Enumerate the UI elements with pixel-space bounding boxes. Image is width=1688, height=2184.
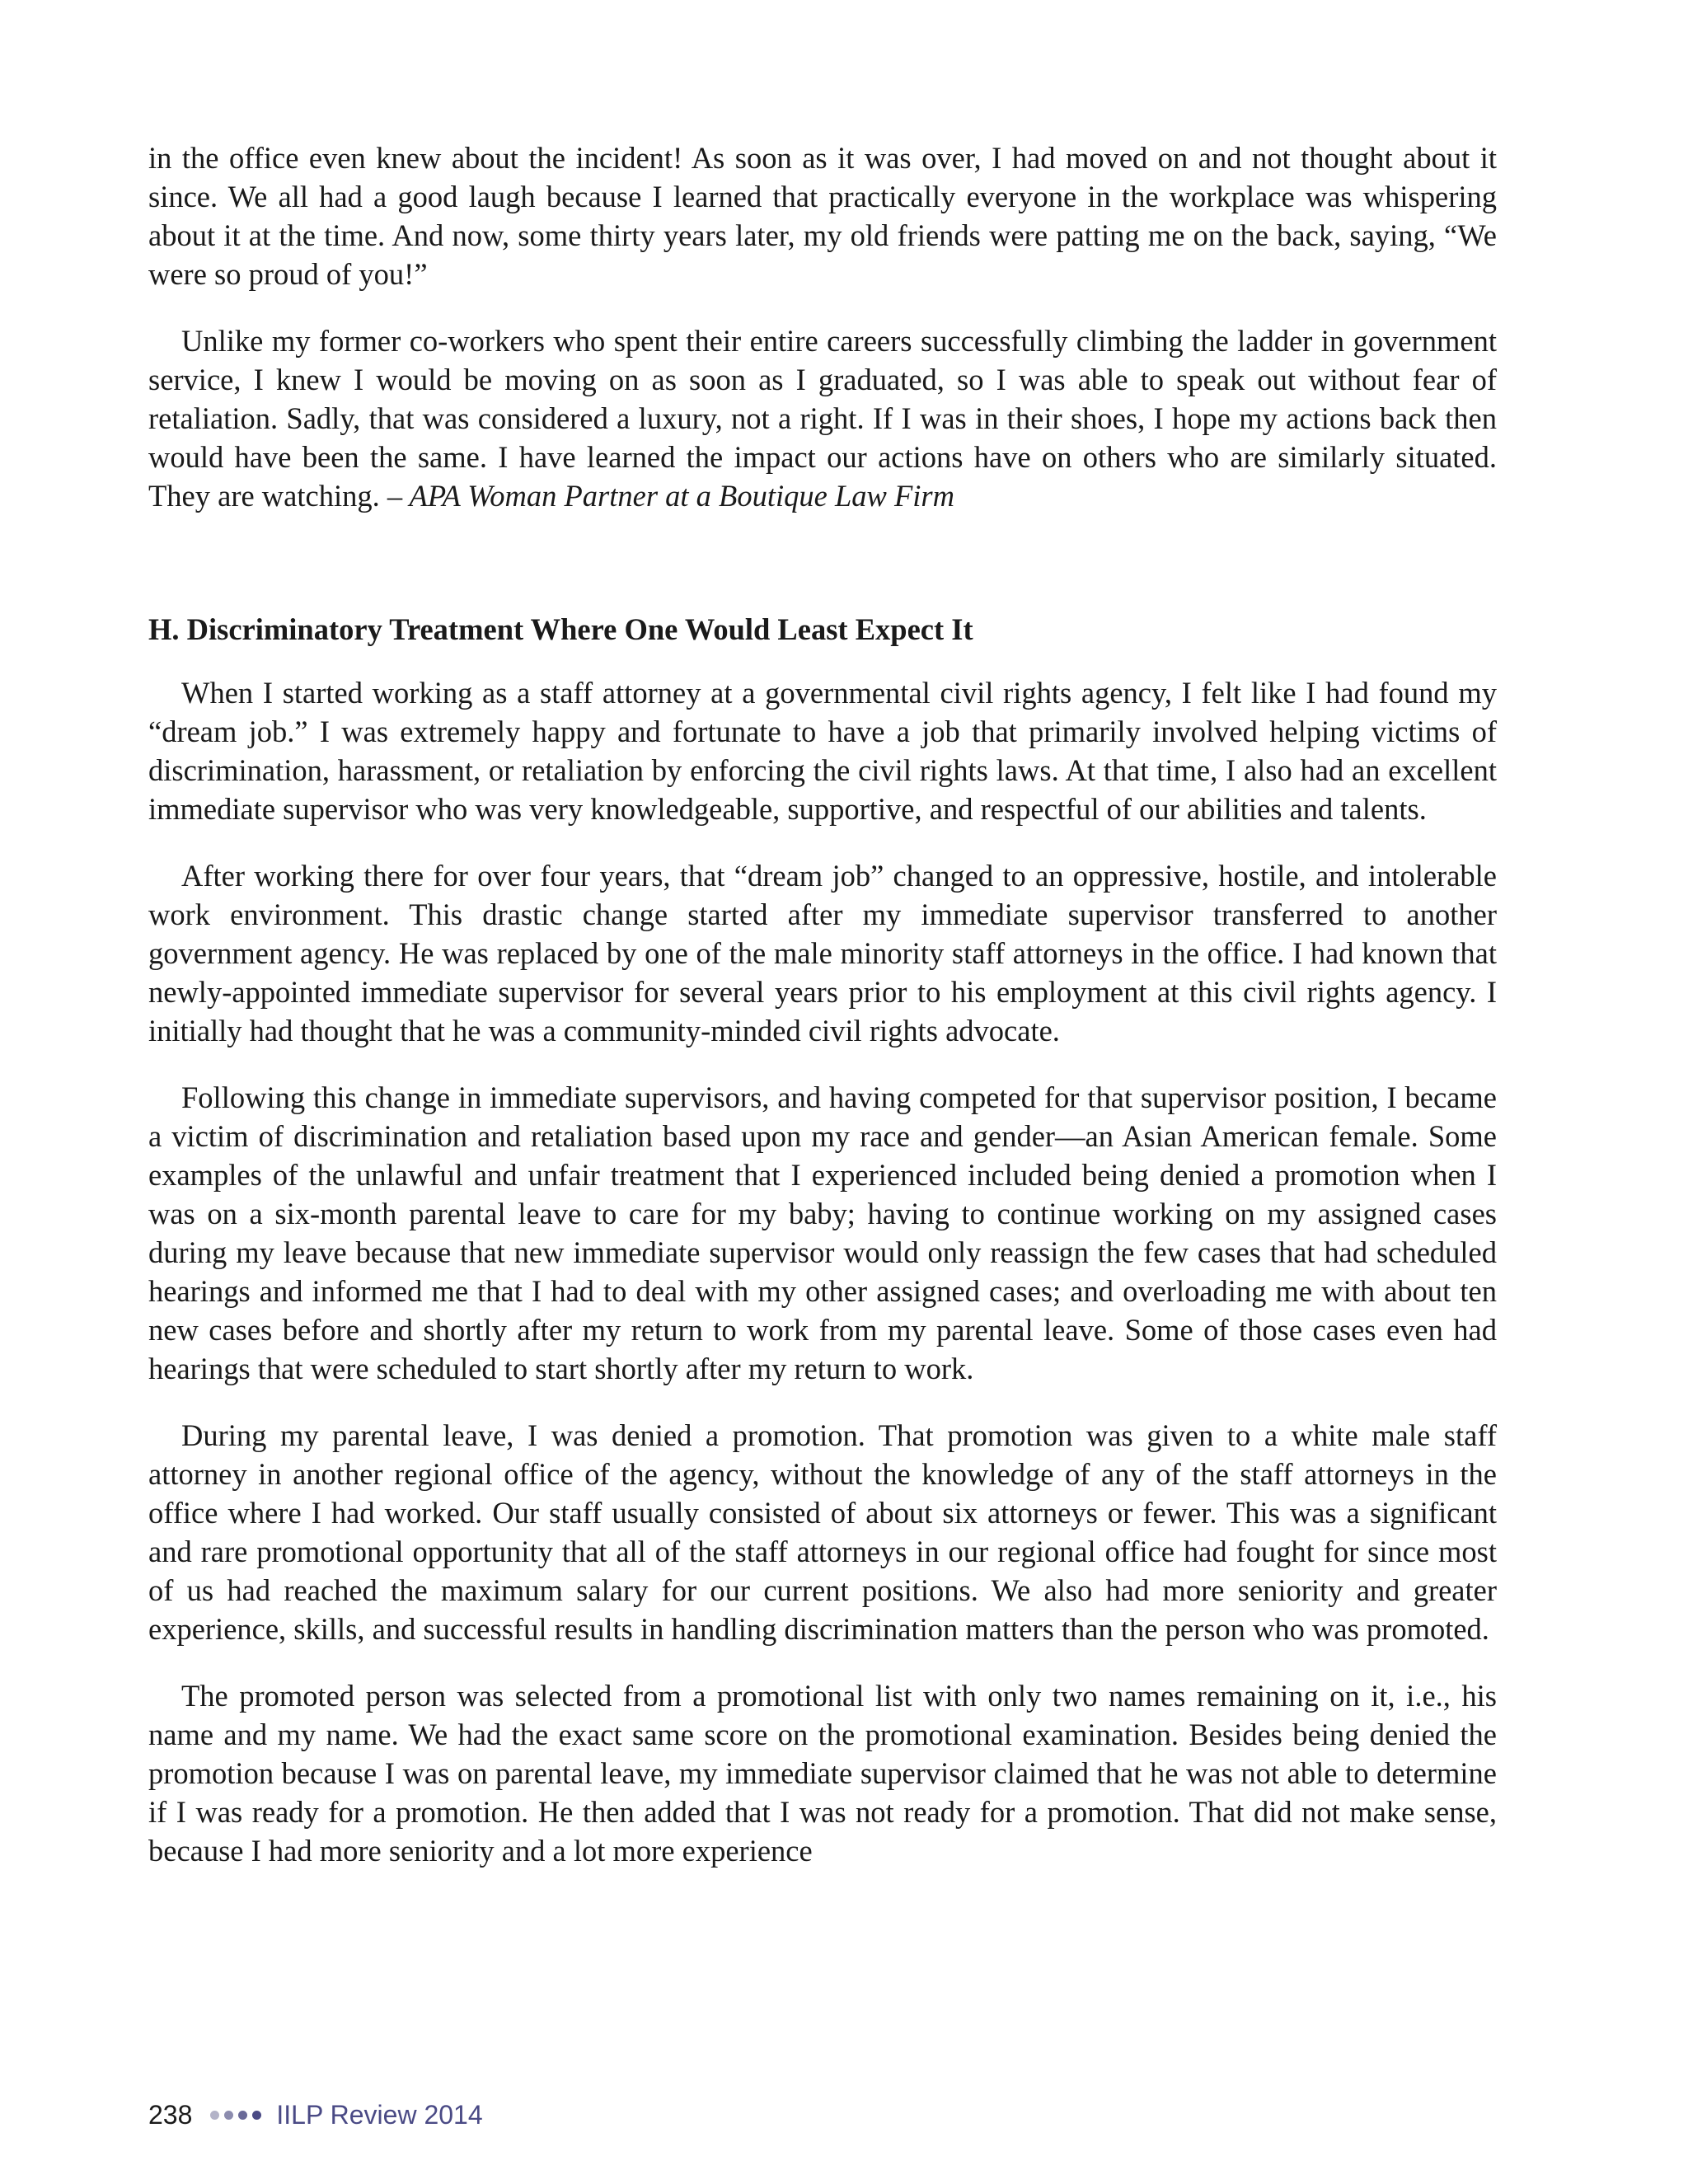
section-paragraph-1: When I started working as a staff attorney at a governmental civil rights agency, I felt like I had found my “dream job.” I was extremely happy and fortunate to have a job that primarily involved helping victims of discrimination, harassment, or retaliation by enforcing the civil rights laws. At that time, I also had an excellent immediate supervisor who was very knowledgeable, supportive, and respectful of our abilities and talents. bbox=[148, 676, 1497, 826]
page-footer bbox=[148, 2098, 483, 2131]
footer-dot bbox=[238, 2111, 247, 2120]
footer-dot bbox=[210, 2111, 219, 2120]
continued-paragraph: in the office even knew about the incident! As soon as it was over, I had moved on and not thought about it since. We all had a good laugh because I learned that practically everyone in the workplace was whispering about it at the time. And now, some thirty years later, my old friends were patting me on the back, saying, “We were so proud of you!” bbox=[148, 141, 1497, 291]
publication-title: IILP Review 2014 bbox=[276, 2099, 483, 2130]
section-paragraph-3: Following this change in immediate supervisors, and having competed for that supervisor position, I became a victim of discrimination and retaliation based upon my race and gender—an Asian American female. Some examples of the unlawful and unfair treatment that I experienced included being denied a promotion when I was on a six-month parental leave to care for my baby; having to continue working on my assigned cases during my leave because that new immediate supervisor would only reassign the few cases that had scheduled hearings and informed me that I had to deal with my other assigned cases; and overloading me with about ten new cases before and shortly after my return to work from my parental leave. Some of those cases even had hearings that were scheduled to start shortly after my return to work. bbox=[148, 1080, 1497, 1385]
document-body bbox=[148, 138, 1497, 1870]
section-heading: H. Discriminatory Treatment Where One Would Least Expect It bbox=[148, 612, 973, 646]
closing-paragraph bbox=[148, 321, 1497, 515]
section-paragraph-5: The promoted person was selected from a promotional list with only two names remaining on it, i.e., his name and my name. We had the exact same score on the promotional examination. Besides being denied the promotion because I was on parental leave, my immediate supervisor claimed that he was not able to determine if I was ready for a promotion. He then added that I was not ready for a promotion. That did not make sense, because I had more seniority and a lot more experience bbox=[148, 1679, 1497, 1868]
footer-dots-icon bbox=[210, 2111, 266, 2120]
section-paragraph-2: After working there for over four years, that “dream job” changed to an oppressive, hostile, and intolerable work environment. This drastic change started after my immediate supervisor transferred to another government agency. He was replaced by one of the male minority staff attorneys in the office. I had known that newly-appointed immediate supervisor for several years prior to his employment at this civil rights agency. I initially had thought that he was a community-minded civil rights advocate. bbox=[148, 859, 1497, 1047]
page-number: 238 bbox=[148, 2099, 193, 2130]
section-paragraph-4: During my parental leave, I was denied a promotion. That promotion was given to a white male staff attorney in another regional office of the agency, without the knowledge of any of the staff attorneys in the office where I had worked. Our staff usually consisted of about six attorneys or fewer. This was a significant and rare promotional opportunity that all of the staff attorneys in our regional office had fought for since most of us had reached the maximum salary for our current positions. We also had more seniority and greater experience, skills, and successful results in handling discrimination matters than the person who was promoted. bbox=[148, 1418, 1497, 1646]
footer-dot bbox=[224, 2111, 233, 2120]
closing-paragraph-text: Unlike my former co-workers who spent their entire careers successfully climbing the ladder in government service, I knew I would be moving on as soon as I graduated, so I was able to speak out without fear of retaliation. Sadly, that was considered a luxury, not a right. If I was in their shoes, I hope my actions back then would have been the same. I have learned the impact our actions have on others who are similarly situated. They are watching. bbox=[148, 324, 1497, 513]
footer-dot bbox=[252, 2111, 261, 2120]
attribution: – APA Woman Partner at a Boutique Law Firm bbox=[387, 479, 954, 513]
